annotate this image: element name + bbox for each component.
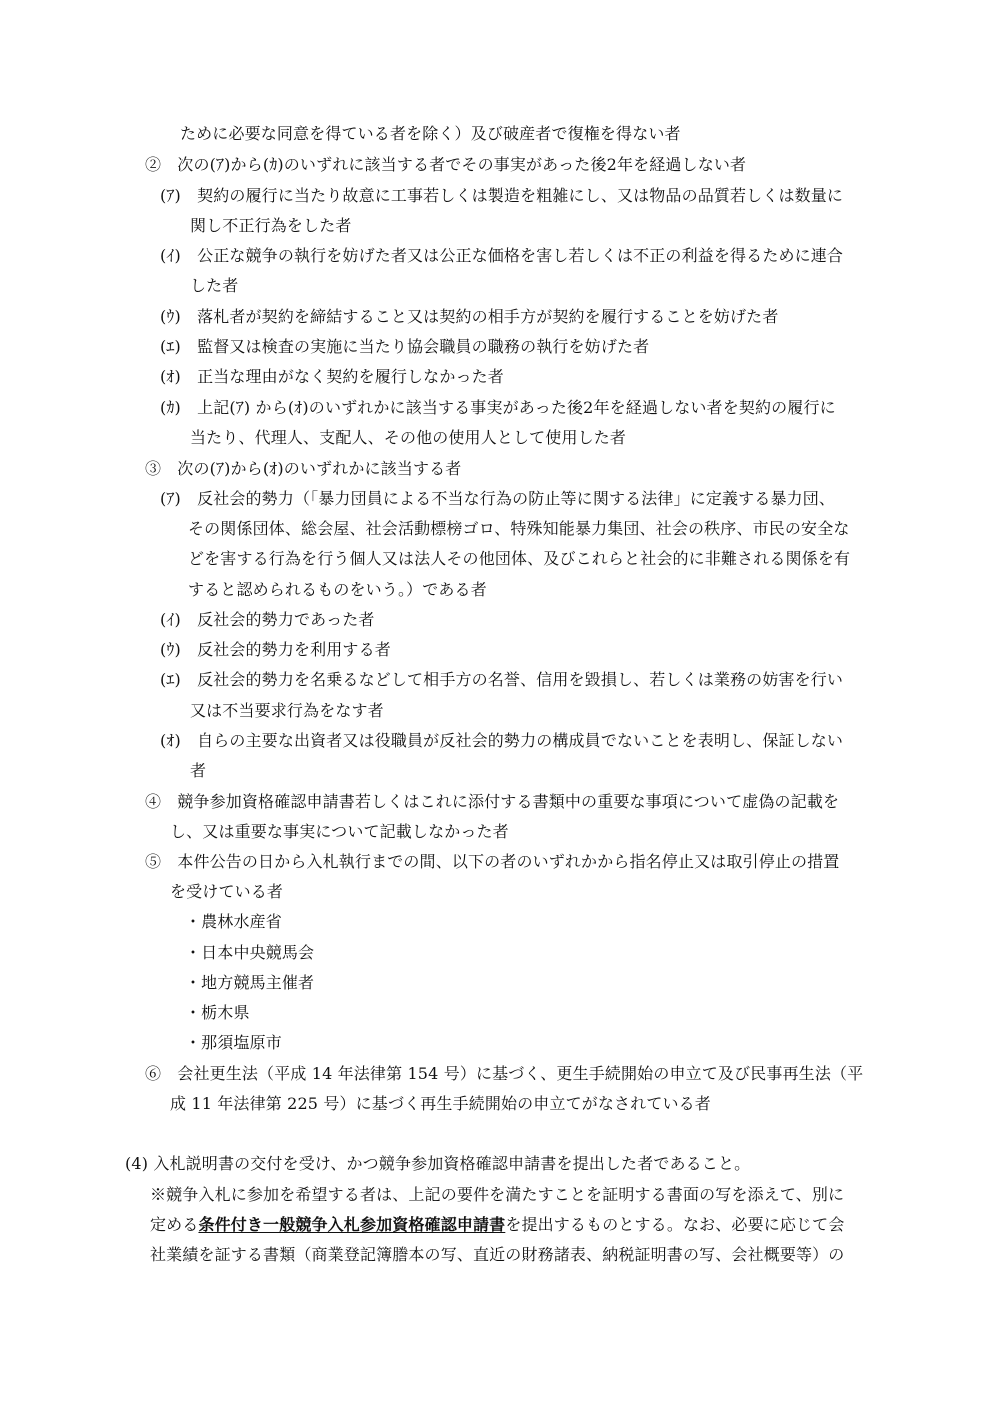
bullet-item: ・栃木県 — [185, 1003, 250, 1022]
item-3-i: (ｲ) 反社会的勢力であった者 — [160, 610, 375, 629]
item-2-o: (ｵ) 正当な理由がなく契約を履行しなかった者 — [160, 367, 504, 386]
item-2-i: (ｲ) 公正な競争の執行を妨げた者又は公正な価格を害し若しくは不正の利益を得るために連合 — [160, 246, 844, 265]
item-3-u: (ｳ) 反社会的勢力を利用する者 — [160, 640, 391, 659]
note-paragraph: ※競争入札に参加を希望する者は、上記の要件を満たすことを証明する書面の写を添えて、別に — [150, 1185, 845, 1204]
text-line: 当たり、代理人、支配人、その他の使用人として使用した者 — [190, 428, 627, 447]
item-2-a: (ｱ) 契約の履行に当たり故意に工事若しくは製造を粗雑にし、又は物品の品質若しくは数量に — [160, 186, 844, 205]
item-3-o: (ｵ) 自らの主要な出資者又は役職員が反社会的勢力の構成員でないことを表明し、保証しない — [160, 731, 844, 750]
text-line: 関し不正行為をした者 — [190, 216, 352, 235]
item-2-heading: ② 次の(ｱ)から(ｶ)のいずれに該当する者でその事実があった後2年を経過しない者 — [145, 155, 747, 174]
item-4: ④ 競争参加資格確認申請書若しくはこれに添付する書類中の重要な事項について虚偽の記載を — [145, 792, 840, 811]
text-line: すると認められるものをいう。）である者 — [188, 580, 487, 599]
text-line: 社業績を証する書類（商業登記簿謄本の写、直近の財務諸表、納税証明書の写、会社概要等）の — [150, 1245, 845, 1264]
item-3-a: (ｱ) 反社会的勢力（「暴力団員による不当な行為の防止等に関する法律」に定義する暴力団、 — [160, 489, 836, 508]
application-form-name: 条件付き一般競争入札参加資格確認申請書 — [198, 1215, 506, 1234]
item-3-e: (ｴ) 反社会的勢力を名乗るなどして相手方の名誉、信用を毀損し、若しくは業務の妨害を行い — [160, 670, 844, 689]
text-span: を提出するものとする。なお、必要に応じて会 — [505, 1215, 845, 1234]
text-line: し、又は重要な事実について記載しなかった者 — [170, 822, 509, 841]
item-3-heading: ③ 次の(ｱ)から(ｵ)のいずれかに該当する者 — [145, 459, 462, 478]
item-2-ka: (ｶ) 上記(ｱ) から(ｵ)のいずれかに該当する事実があった後2年を経過しない者を契約の履行に — [160, 398, 836, 417]
bullet-item: ・地方競馬主催者 — [185, 973, 315, 992]
item-5: ⑤ 本件公告の日から入札執行までの間、以下の者のいずれかから指名停止又は取引停止の措置 — [145, 852, 840, 871]
text-line: ために必要な同意を得ている者を除く）及び破産者で復権を得ない者 — [180, 124, 681, 143]
bullet-item: ・那須塩原市 — [185, 1033, 282, 1052]
text-line: どを害する行為を行う個人又は法人その他団体、及びこれらと社会的に非難される関係を有 — [188, 549, 851, 568]
item-2-u: (ｳ) 落札者が契約を締結すること又は契約の相手方が契約を履行することを妨げた者 — [160, 307, 779, 326]
item-2-e: (ｴ) 監督又は検査の実施に当たり協会職員の職務の執行を妨げた者 — [160, 337, 650, 356]
item-6: ⑥ 会社更生法（平成 14 年法律第 154 号）に基づく、更生手続開始の申立て及び民事再生法（平 — [145, 1064, 864, 1083]
text-span: 定める — [150, 1215, 199, 1234]
text-line: した者 — [190, 276, 239, 295]
text-line: 又は不当要求行為をなす者 — [190, 701, 384, 720]
note-line-with-form-name — [150, 1215, 844, 1235]
text-line: 成 11 年法律第 225 号）に基づく再生手続開始の申立てがなされている者 — [170, 1094, 711, 1113]
text-line: を受けている者 — [170, 882, 284, 901]
section-4-heading: (4) 入札説明書の交付を受け、かつ競争参加資格確認申請書を提出した者であること。 — [125, 1154, 751, 1173]
text-line: その関係団体、総会屋、社会活動標榜ゴロ、特殊知能暴力集団、社会の秩序、市民の安全な — [188, 519, 850, 538]
bullet-item: ・農林水産省 — [185, 912, 282, 931]
bullet-item: ・日本中央競馬会 — [185, 943, 315, 962]
text-line: 者 — [190, 761, 207, 780]
